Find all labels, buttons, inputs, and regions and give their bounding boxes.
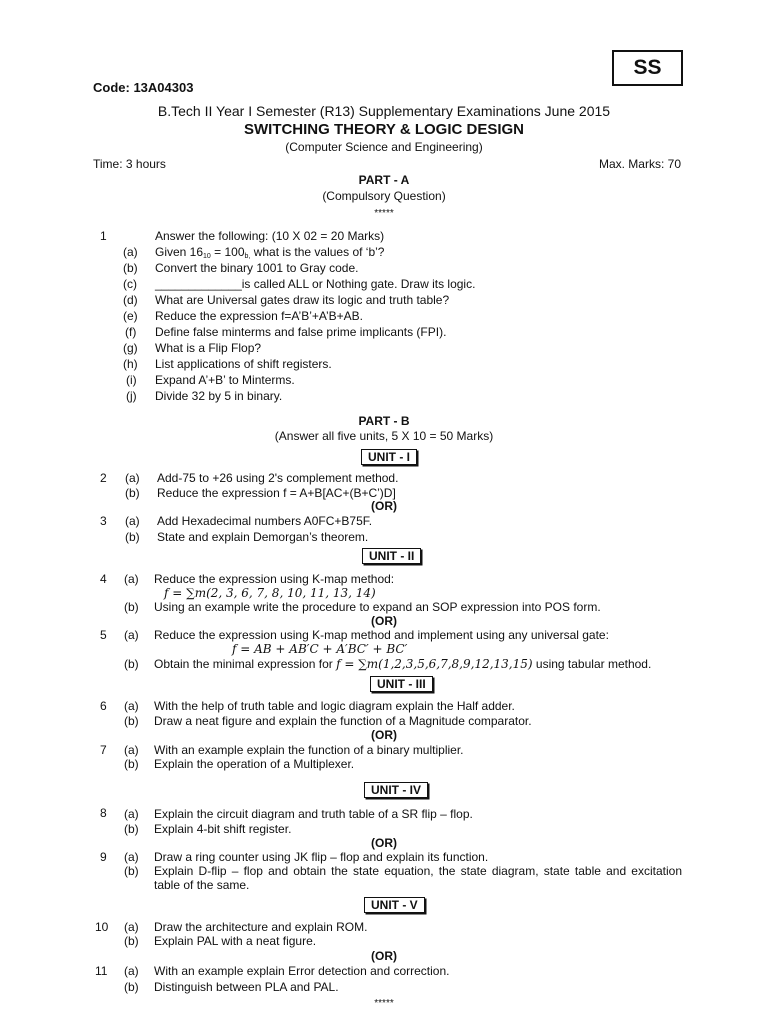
- or-separator: (OR): [371, 836, 397, 850]
- question-text: Draw a neat figure and explain the function of a Magnitude comparator.: [154, 714, 532, 728]
- question-text: With an example explain Error detection and correction.: [154, 964, 450, 978]
- item-label: (e): [123, 309, 138, 323]
- item-text: [155, 245, 384, 261]
- item-text-part: Given 16: [155, 245, 204, 259]
- item-text: _____________is called ALL or Nothing gate. Draw its logic.: [155, 277, 476, 291]
- question-number: 8: [100, 806, 107, 820]
- subpart-label: (b): [125, 530, 140, 544]
- subpart-label: (a): [125, 471, 140, 485]
- item-label: (i): [126, 373, 137, 387]
- subpart-label: (b): [124, 600, 139, 614]
- item-text-part: = 100: [210, 245, 245, 259]
- item-text: Divide 32 by 5 in binary.: [155, 389, 283, 403]
- item-text-part: what is the values of ‘b’?: [253, 245, 385, 259]
- item-text: Define false minterms and false prime implicants (FPI).: [155, 325, 447, 339]
- subpart-label: (b): [124, 864, 139, 878]
- question-text: Explain D-flip – flop and obtain the state equation, the state diagram, state table and excitation table of the same.: [154, 864, 682, 892]
- question-text: Explain PAL with a neat figure.: [154, 934, 317, 948]
- item-text: What is a Flip Flop?: [155, 341, 262, 355]
- subpart-label: (a): [125, 514, 140, 528]
- question-number: 9: [100, 850, 107, 864]
- subpart-label: (b): [124, 980, 139, 994]
- subpart-label: (a): [124, 628, 139, 642]
- item-text: Reduce the expression f=A’B’+A’B+AB.: [155, 309, 364, 323]
- question-text: Reduce the expression f = A+B[AC+(B+C’)D]: [157, 486, 396, 500]
- exam-duration: Time: 3 hours: [93, 157, 166, 171]
- item-label: (c): [123, 277, 137, 291]
- part-a-stars: *****: [374, 208, 394, 219]
- subpart-label: (a): [124, 743, 139, 757]
- or-separator: (OR): [371, 949, 397, 963]
- question-number: 11: [95, 964, 108, 978]
- branch-name: (Computer Science and Engineering): [285, 140, 483, 154]
- part-a-instruction: Answer the following: (10 X 02 = 20 Marks): [155, 229, 385, 243]
- question-text: Explain the circuit diagram and truth table of a SR flip – flop.: [154, 807, 473, 821]
- question-number: 4: [100, 572, 107, 586]
- question-text: Reduce the expression using K-map method:: [154, 572, 395, 586]
- question-text: Distinguish between PLA and PAL.: [154, 980, 339, 994]
- subpart-label: (a): [124, 850, 139, 864]
- max-marks: Max. Marks: 70: [598, 157, 681, 171]
- subpart-label: (a): [124, 699, 139, 713]
- question-text: Add Hexadecimal numbers A0FC+B75F.: [157, 514, 373, 528]
- question-text: Reduce the expression using K-map method and implement using any universal gate:: [154, 628, 609, 642]
- part-b-subtitle: (Answer all five units, 5 X 10 = 50 Marks): [274, 429, 494, 443]
- subject-title: SWITCHING THEORY & LOGIC DESIGN: [243, 121, 524, 138]
- subpart-label: (b): [124, 657, 139, 671]
- or-separator: (OR): [371, 499, 397, 513]
- or-separator: (OR): [371, 614, 397, 628]
- question-text: Explain 4-bit shift register.: [154, 822, 292, 836]
- subpart-label: (b): [125, 486, 140, 500]
- math-expression: f = AB + AB′C + A′BC′ + BC′: [232, 642, 408, 656]
- question-number: 7: [100, 743, 107, 757]
- subpart-label: (b): [124, 714, 139, 728]
- end-stars: *****: [374, 998, 394, 1009]
- subpart-label: (a): [124, 572, 139, 586]
- question-number-1: 1: [100, 229, 107, 243]
- unit-label: UNIT - IV: [364, 782, 428, 798]
- math-expression: f = ∑m(1,2,3,5,6,7,8,9,12,13,15): [336, 657, 533, 671]
- question-number: 10: [95, 920, 109, 934]
- exam-title: B.Tech II Year I Semester (R13) Supplementary Examinations June 2015: [157, 103, 611, 119]
- part-a-title: PART - A: [358, 173, 410, 187]
- item-label: (g): [123, 341, 138, 355]
- item-text: What are Universal gates draw its logic and truth table?: [155, 293, 450, 307]
- question-text: With an example explain the function of a binary multiplier.: [154, 743, 464, 757]
- item-label: (d): [123, 293, 138, 307]
- subpart-label: (b): [124, 822, 139, 836]
- item-text: Convert the binary 1001 to Gray code.: [155, 261, 359, 275]
- question-text: Using an example write the procedure to expand an SOP expression into POS form.: [154, 600, 601, 614]
- subscript: b,: [244, 253, 251, 260]
- subpart-label: (a): [124, 807, 139, 821]
- part-a-subtitle: (Compulsory Question): [322, 189, 446, 203]
- question-text: Draw a ring counter using JK flip – flop and explain its function.: [154, 850, 489, 864]
- subscript: 10: [203, 253, 211, 260]
- paper-code: Code: 13A04303: [93, 80, 194, 95]
- item-label: (b): [123, 261, 138, 275]
- item-label: (j): [126, 389, 137, 403]
- item-label: (a): [123, 245, 138, 259]
- question-text: State and explain Demorgan’s theorem.: [157, 530, 369, 544]
- series-code-box: SS: [612, 50, 683, 86]
- unit-label: UNIT - V: [364, 897, 425, 913]
- text-part: Obtain the minimal expression for: [154, 657, 333, 671]
- question-number: 3: [100, 514, 107, 528]
- math-expression: f = ∑m(2, 3, 6, 7, 8, 10, 11, 13, 14): [164, 586, 376, 600]
- item-text: List applications of shift registers.: [155, 357, 332, 371]
- unit-label: UNIT - III: [370, 676, 433, 692]
- question-number: 6: [100, 699, 107, 713]
- question-text: Add-75 to +26 using 2's complement method.: [157, 471, 399, 485]
- or-separator: (OR): [371, 728, 397, 742]
- question-text: [154, 657, 651, 671]
- question-number: 5: [100, 628, 107, 642]
- question-text: With the help of truth table and logic diagram explain the Half adder.: [154, 699, 515, 713]
- item-label: (h): [123, 357, 138, 371]
- subpart-label: (b): [124, 934, 139, 948]
- question-text: Explain the operation of a Multiplexer.: [154, 757, 355, 771]
- subpart-label: (a): [124, 920, 139, 934]
- question-text: Draw the architecture and explain ROM.: [154, 920, 368, 934]
- item-text: Expand A’+B’ to Minterms.: [155, 373, 295, 387]
- item-label: (f): [125, 325, 137, 339]
- subpart-label: (b): [124, 757, 139, 771]
- unit-label: UNIT - I: [361, 449, 417, 465]
- text-part: using tabular method.: [535, 657, 652, 671]
- part-b-title: PART - B: [358, 414, 410, 428]
- unit-label: UNIT - II: [362, 548, 421, 564]
- subpart-label: (a): [124, 964, 139, 978]
- question-number: 2: [100, 471, 107, 485]
